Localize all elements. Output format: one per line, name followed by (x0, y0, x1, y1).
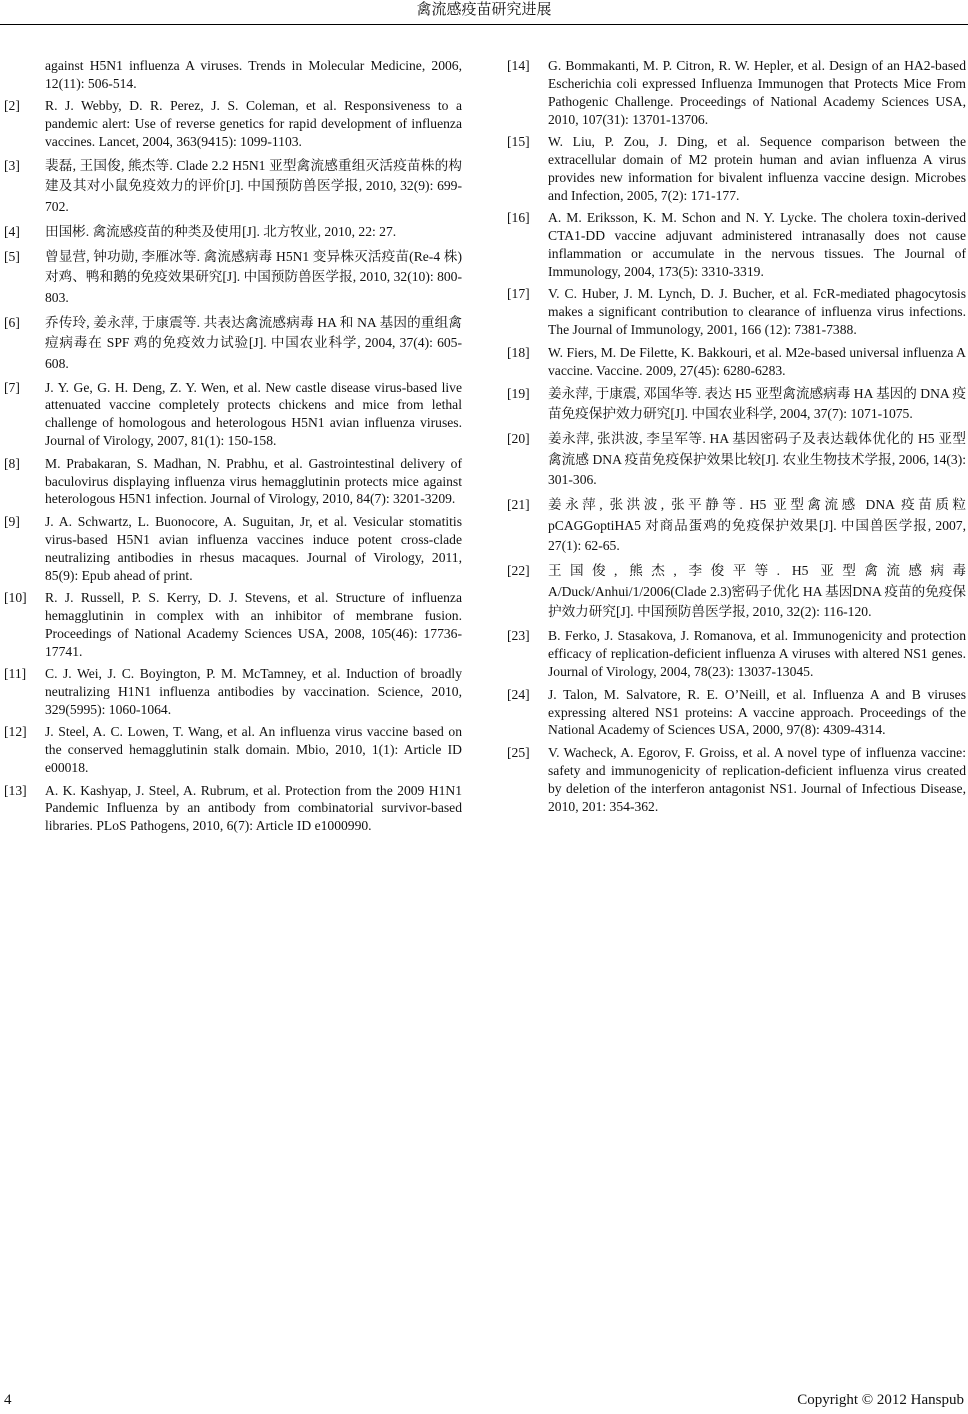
reference-item (4, 247, 462, 309)
reference-text: 乔传玲, 姜永萍, 于康震等. 共表达禽流感病毒 HA 和 NA 基因的重组禽痘病毒在 SPF 鸡的免疫效力试验[J]. 中国农业科学, 2004, 37(4): 605-608. (45, 314, 462, 371)
reference-text: A. K. Kashyap, J. Steel, A. Rubrum, et al. Protection from the 2009 H1N1 Pandemic Influenza by an antibody from combinatorial survivor-based libraries. PLoS Pathogens, 2010, 6(7): Article ID e1000990. (45, 782, 462, 834)
reference-item (507, 686, 966, 740)
reference-item (4, 513, 462, 585)
reference-text: R. J. Webby, D. R. Perez, J. S. Coleman, et al. Responsiveness to a pandemic alert: Use of reverse genetics for rapid development of influenza vaccines. Lancet, 2004, 363(9415): 1099-1103. (45, 98, 462, 150)
reference-text: G. Bommakanti, M. P. Citron, R. W. Hepler, et al. Design of an HA2-based Escherichia coli expressed Influenza Immunogen that Protects Mice From Pathogenic Challenge. Proceedings of National Academy Sciences USA, 2010, 107(31): 13701-13706. (548, 58, 966, 127)
reference-number: [7] (4, 379, 20, 395)
reference-item (4, 379, 462, 451)
reference-item (507, 429, 966, 491)
reference-item (507, 627, 966, 681)
reference-text: against H5N1 influenza A viruses. Trends in Molecular Medicine, 2006, 12(11): 506-514. (45, 58, 462, 91)
reference-text: W. Liu, P. Zou, J. Ding, et al. Sequence comparison between the extracellular domain of M2 protein human and avian influenza A virus provides new information for bivalent influenza vaccine design. Microbes and Infection, 2005, 7(2): 171-177. (548, 134, 966, 203)
reference-item (507, 495, 966, 557)
reference-number: [17] (507, 286, 530, 302)
reference-text: M. Prabakaran, S. Madhan, N. Prabhu, et al. Gastrointestinal delivery of baculovirus displaying influenza virus hemagglutinin protects mice against heterologous H5N1 infection. Journal of Virology, 2010, 84(7): 3201-3209. (45, 455, 462, 507)
reference-item (507, 209, 966, 281)
reference-text: V. Wacheck, A. Egorov, F. Groiss, et al. A novel type of influenza vaccine: safety and immunogenicity of replication-deficient influenza virus created by deletion of the interferon antagonist NS1. Journal of Infectious Disease, 2010, 201: 354-362. (548, 744, 966, 814)
reference-number: [18] (507, 344, 530, 360)
reference-item (4, 97, 462, 151)
reference-number: [23] (507, 628, 530, 644)
reference-number: [13] (4, 782, 27, 798)
reference-item (507, 744, 966, 816)
reference-text: J. Y. Ge, G. H. Deng, Z. Y. Wen, et al. New castle disease virus-based live attenuated vaccine completely protects chickens and mice from lethal challenge of homologous and heterologous H5N1 avian influenza viruses. Journal of Virology, 2007, 81(1): 150-158. (45, 379, 462, 449)
reference-item (4, 589, 462, 661)
reference-number: [3] (4, 157, 20, 173)
reference-text: B. Ferko, J. Stasakova, J. Romanova, et al. Immunogenicity and protection efficacy of replication-deficient influenza A viruses with altered NS1 genes. Journal of Virology, 2004, 78(23): 13037-13045. (548, 628, 966, 680)
reference-item (4, 455, 462, 509)
reference-text: C. J. Wei, J. C. Boyington, P. M. McTamney, et al. Induction of broadly neutralizing H1N1 influenza antibodies by vaccination. Science, 2010, 329(5995): 1060-1064. (45, 666, 462, 717)
reference-item (507, 344, 966, 380)
reference-text: J. Talon, M. Salvatore, R. E. O’Neill, et al. Influenza A and B viruses expressing altered NS1 proteins: A vaccine approach. Proceedings of the National Academy of Sciences USA, 2000, 97(8): 4309-4314. (548, 686, 966, 738)
reference-number: [8] (4, 455, 20, 471)
reference-text: A. M. Eriksson, K. M. Schon and N. Y. Lycke. The cholera toxin-derived CTA1-DD vaccine adjuvant administered intranasally does not cause inflammation or accumulate in the nervous tissues. The Journal of Immunology, 2004, 173(5): 3310-3319. (548, 210, 966, 279)
page-number: 4 (4, 1392, 12, 1408)
running-header (0, 0, 968, 25)
reference-item (4, 57, 462, 93)
reference-number: [16] (507, 210, 530, 226)
references-right-column (507, 57, 966, 820)
copyright-notice: Copyright © 2012 Hanspub (797, 1392, 964, 1408)
reference-number: [6] (4, 314, 20, 330)
reference-item (507, 384, 966, 425)
reference-text: R. J. Russell, P. S. Kerry, D. J. Stevens, et al. Structure of influenza hemagglutinin in complex with an inhibitor of membrane fusion. Proceedings of National Academy Sciences USA, 2008, 105(46): 17736-17741. (45, 590, 462, 659)
reference-number: [25] (507, 744, 530, 760)
reference-number: [14] (507, 58, 530, 73)
reference-text: 姜永萍, 张洪波, 李呈军等. HA 基因密码子及表达载体优化的 H5 亚型禽流感 DNA 疫苗免疫保护效果比较[J]. 农业生物技术学报, 2006, 14(3): 301-306. (548, 431, 966, 488)
reference-number: [4] (4, 223, 20, 239)
reference-text: 曾显营, 钟功勋, 李雁冰等. 禽流感病毒 H5N1 变异株灭活疫苗(Re-4 株)对鸡、鸭和鹅的免疫效果研究[J]. 中国预防兽医学报, 2010, 32(10): 800-803. (45, 248, 462, 305)
reference-item (4, 313, 462, 375)
reference-number: [21] (507, 497, 530, 513)
reference-item (507, 57, 966, 129)
reference-number: [20] (507, 431, 530, 447)
reference-number: [9] (4, 513, 20, 529)
reference-text: 裴磊, 王国俊, 熊杰等. Clade 2.2 H5N1 亚型禽流感重组灭活疫苗株的构建及其对小鼠免疫效力的评价[J]. 中国预防兽医学报, 2010, 32(9): 699-702. (45, 157, 462, 214)
reference-item (4, 665, 462, 719)
reference-item (507, 561, 966, 623)
references-left-column (4, 57, 462, 840)
reference-item (4, 782, 462, 836)
reference-number: [5] (4, 248, 20, 264)
reference-number: [11] (4, 666, 27, 682)
reference-number: [19] (507, 385, 530, 401)
reference-text: J. Steel, A. C. Lowen, T. Wang, et al. An influenza virus vaccine based on the conserved hemagglutinin stalk domain. Mbio, 2010, 1(1): Article ID e00018. (45, 724, 462, 776)
header-title: 禽流感疫苗研究进展 (416, 2, 552, 18)
reference-text: 王国俊, 熊杰, 李俊平等. H5 亚型禽流感病毒 A/Duck/Anhui/1/2006(Clade 2.3)密码子优化 HA 基因DNA 疫苗的免疫保护效力研究[J]. 中国预防兽医学报, 2010, 32(2): 116-120. (548, 563, 966, 620)
reference-text: 田国彬. 禽流感疫苗的种类及使用[J]. 北方牧业, 2010, 22: 27. (45, 223, 397, 239)
reference-text: 姜永萍, 张洪波, 张平静等. H5 亚型禽流感 DNA 疫苗质粒 pCAGGoptiHA5 对商品蛋鸡的免疫保护效果[J]. 中国兽医学报, 2007, 27(1): 62-65. (548, 497, 966, 554)
reference-item (4, 723, 462, 777)
reference-number: [22] (507, 563, 530, 579)
reference-item (4, 222, 462, 243)
reference-text: V. C. Huber, J. M. Lynch, D. J. Bucher, et al. FcR-mediated phagocytosis makes a significant contribution to clearance of influenza virus infections. The Journal of Immunology, 2001, 166 (12): 7381-7388. (548, 286, 966, 338)
reference-item (507, 133, 966, 205)
reference-text: 姜永萍, 于康震, 邓国华等. 表达 H5 亚型禽流感病毒 HA 基因的 DNA 疫苗免疫保护效力研究[J]. 中国农业科学, 2004, 37(7): 1071-1075. (548, 385, 966, 422)
reference-item (507, 285, 966, 339)
reference-item (4, 156, 462, 218)
reference-number: [12] (4, 724, 27, 740)
reference-number: [10] (4, 590, 27, 605)
reference-number: [24] (507, 686, 530, 702)
reference-number: [2] (4, 98, 20, 114)
reference-text: W. Fiers, M. De Filette, K. Bakkouri, et al. M2e-based universal influenza A vaccine. Vaccine. 2009, 27(45): 6280-6283. (548, 344, 966, 378)
reference-text: J. A. Schwartz, L. Buonocore, A. Suguitan, Jr, et al. Vesicular stomatitis virus-based H5N1 avian influenza vaccines induce potent cross-clade neutralizing antibodies in rhesus macaques. Journal of Virology, 2011, 85(9): Epub ahead of print. (45, 513, 462, 583)
reference-number: [15] (507, 134, 530, 150)
